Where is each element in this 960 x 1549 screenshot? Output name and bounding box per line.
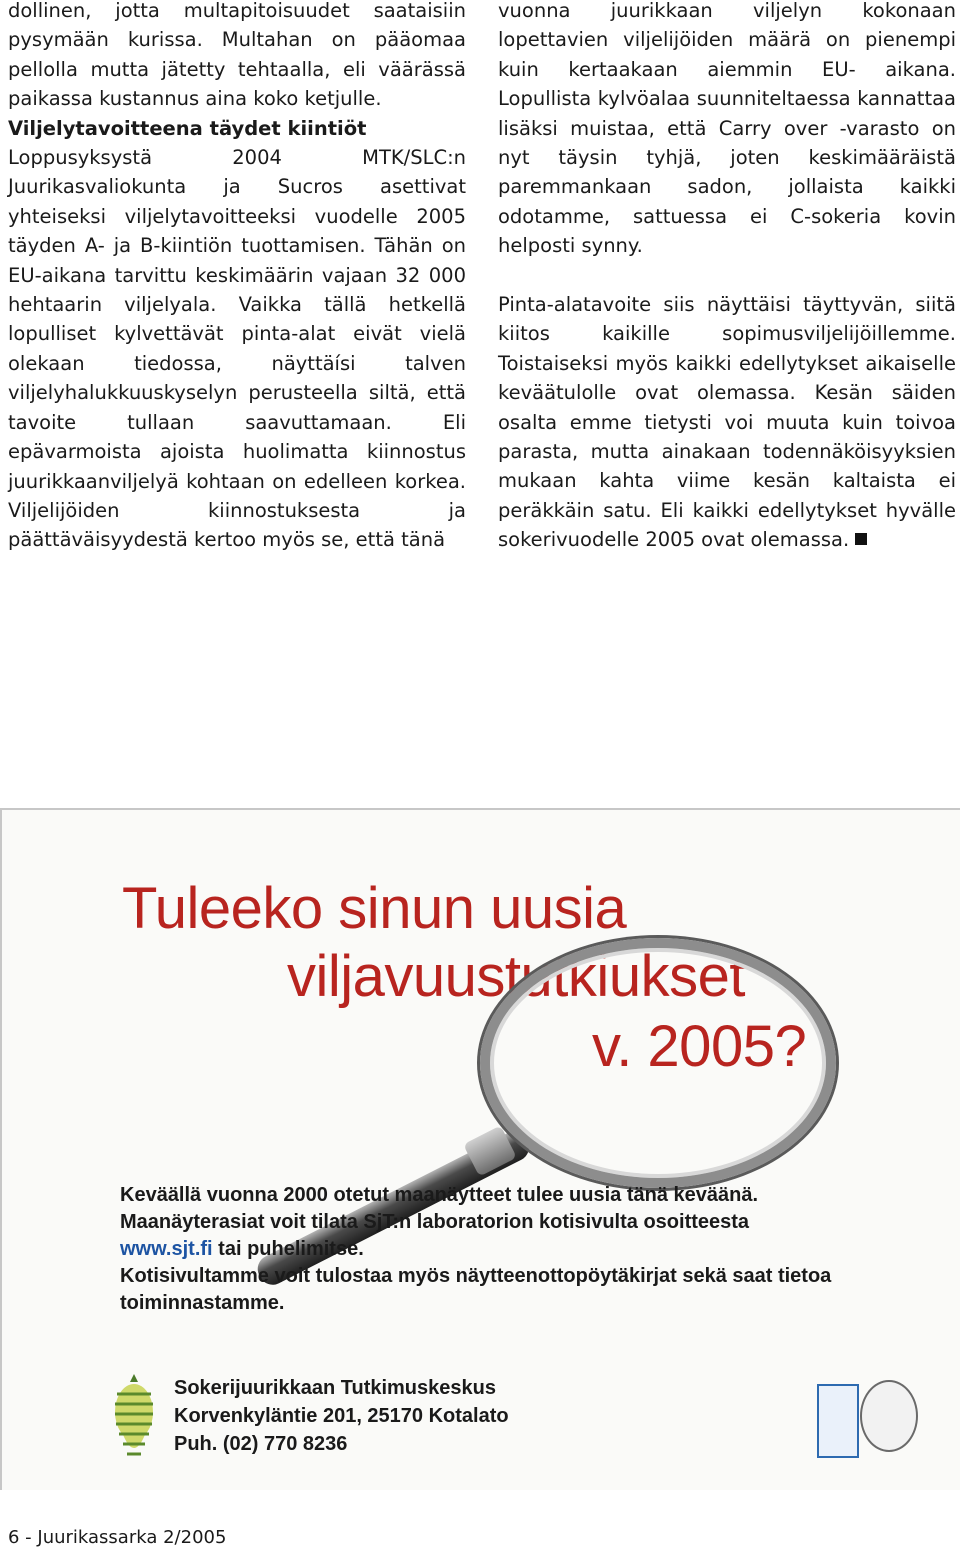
ad-line-3-text: tai puhelimitse. (212, 1238, 364, 1260)
right-paragraph-2 (498, 290, 956, 555)
ad-headline-line-2a: viljavuustutki (287, 944, 609, 1009)
left-column (8, 0, 466, 555)
ad-address: Korvenkyläntie 201, 25170 Kotalato (174, 1405, 509, 1427)
ad-line-2: Maanäyterasiat voit tilata SjT:n laboratorion kotisivulta osoitteesta (120, 1211, 750, 1233)
ad-phone: Puh. (02) 770 8236 (174, 1433, 348, 1455)
right-paragraph-1: vuonna juurikkaan viljelyn kokonaan lopettavien viljelijöiden määrä on pienempi kuin kertaakaan aiemmin EU- aikana. Lopullista kylvöalaa suunniteltaessa kannattaa lisäksi muistaa, että Carry over -varasto on nyt täysin tyhjä, joten keskimääräistä paremmankaan sadon, jollaista kaikki odotamme, sattuessa ei C-sokeria kovin helposti synny. (498, 0, 956, 258)
magnifying-glass-icon (480, 938, 836, 1188)
ad-contact-block (174, 1374, 509, 1458)
ad-line-4: Kotisivultamme voit tulostaa myös näytteenottopöytäkirjat sekä saat tietoa toiminnastamme. (120, 1265, 832, 1314)
ad-line-1: Keväällä vuonna 2000 otetut maanäytteet tulee uusia tänä keväänä. (120, 1184, 759, 1206)
page-footer: 6 - Juurikassarka 2/2005 (8, 1527, 227, 1548)
ad-line-3 (120, 1236, 880, 1263)
ad-org-name: Sokerijuurikkaan Tutkimuskeskus (174, 1377, 496, 1399)
end-mark-icon (855, 533, 867, 545)
certification-logo-icon (817, 1384, 859, 1458)
right-column (498, 0, 956, 555)
accreditation-seal-icon (860, 1380, 918, 1452)
sugar-beet-logo-icon (114, 1372, 154, 1480)
right-paragraph-2-text: Pinta-alatavoite siis näyttäisi täyttyvän, siitä kiitos kaikille sopimusviljelijöillemme. Toistaiseksi myös kaikki edellytykset aikaiselle keväätulolle ovat olemassa. Kesän säiden osalta emme tietysti voi muuta kuin toivoa parasta, mutta ainakaan todennäköisyyksien mukaan kahta viime kesän kaltaista ei peräkkäin satu. Eli kaikki edellytykset hyvälle sokerivuodelle 2005 ovat olemassa. (498, 293, 956, 552)
left-body-paragraph: Loppusyksystä 2004 MTK/SLC:n Juurikasvaliokunta ja Sucros asettivat yhteiseksi viljelytavoitteeksi vuodelle 2005 täyden A- ja B-kiintiön tuottamisen. Tähän on EU-aikana tarvittu keskimäärin vajaan 32 000 hehtaarin viljelyala. Vaikka tällä hetkellä lopulliset kylvettävät pinta-alat eivät vielä olekaan tiedossa, näyttäísi talven viljelyhalukkuuskyselyn perusteella siltä, että tavoite tullaan saavuttamaan. Eli epävarmoista ajoista huolimatta kiinnostus juurikkaanviljelyä kohtaan on edelleen korkea. Viljelijöiden kiinnostuksesta ja päättäväisyydestä kertoo myös se, että tänä (8, 146, 466, 552)
ad-headline-line-1: Tuleeko sinun uusia (122, 876, 627, 941)
ad-headline-line-3: v. 2005? (592, 1014, 807, 1079)
left-intro-paragraph: dollinen, jotta multapitoisuudet saataisiin pysymään kurissa. Multahan on pääomaa pellolla mutta jätetty tehtaalla, eli väärässä paikassa kustannus aina koko ketjulle. (8, 0, 466, 111)
ad-headline-line-2b: ukset (608, 944, 745, 1009)
website-link[interactable]: www.sjt.fi (120, 1238, 213, 1260)
section-heading: Viljelytavoitteena täydet kiintiöt (8, 116, 367, 140)
advertisement (0, 808, 960, 1490)
ad-body (120, 1182, 880, 1317)
